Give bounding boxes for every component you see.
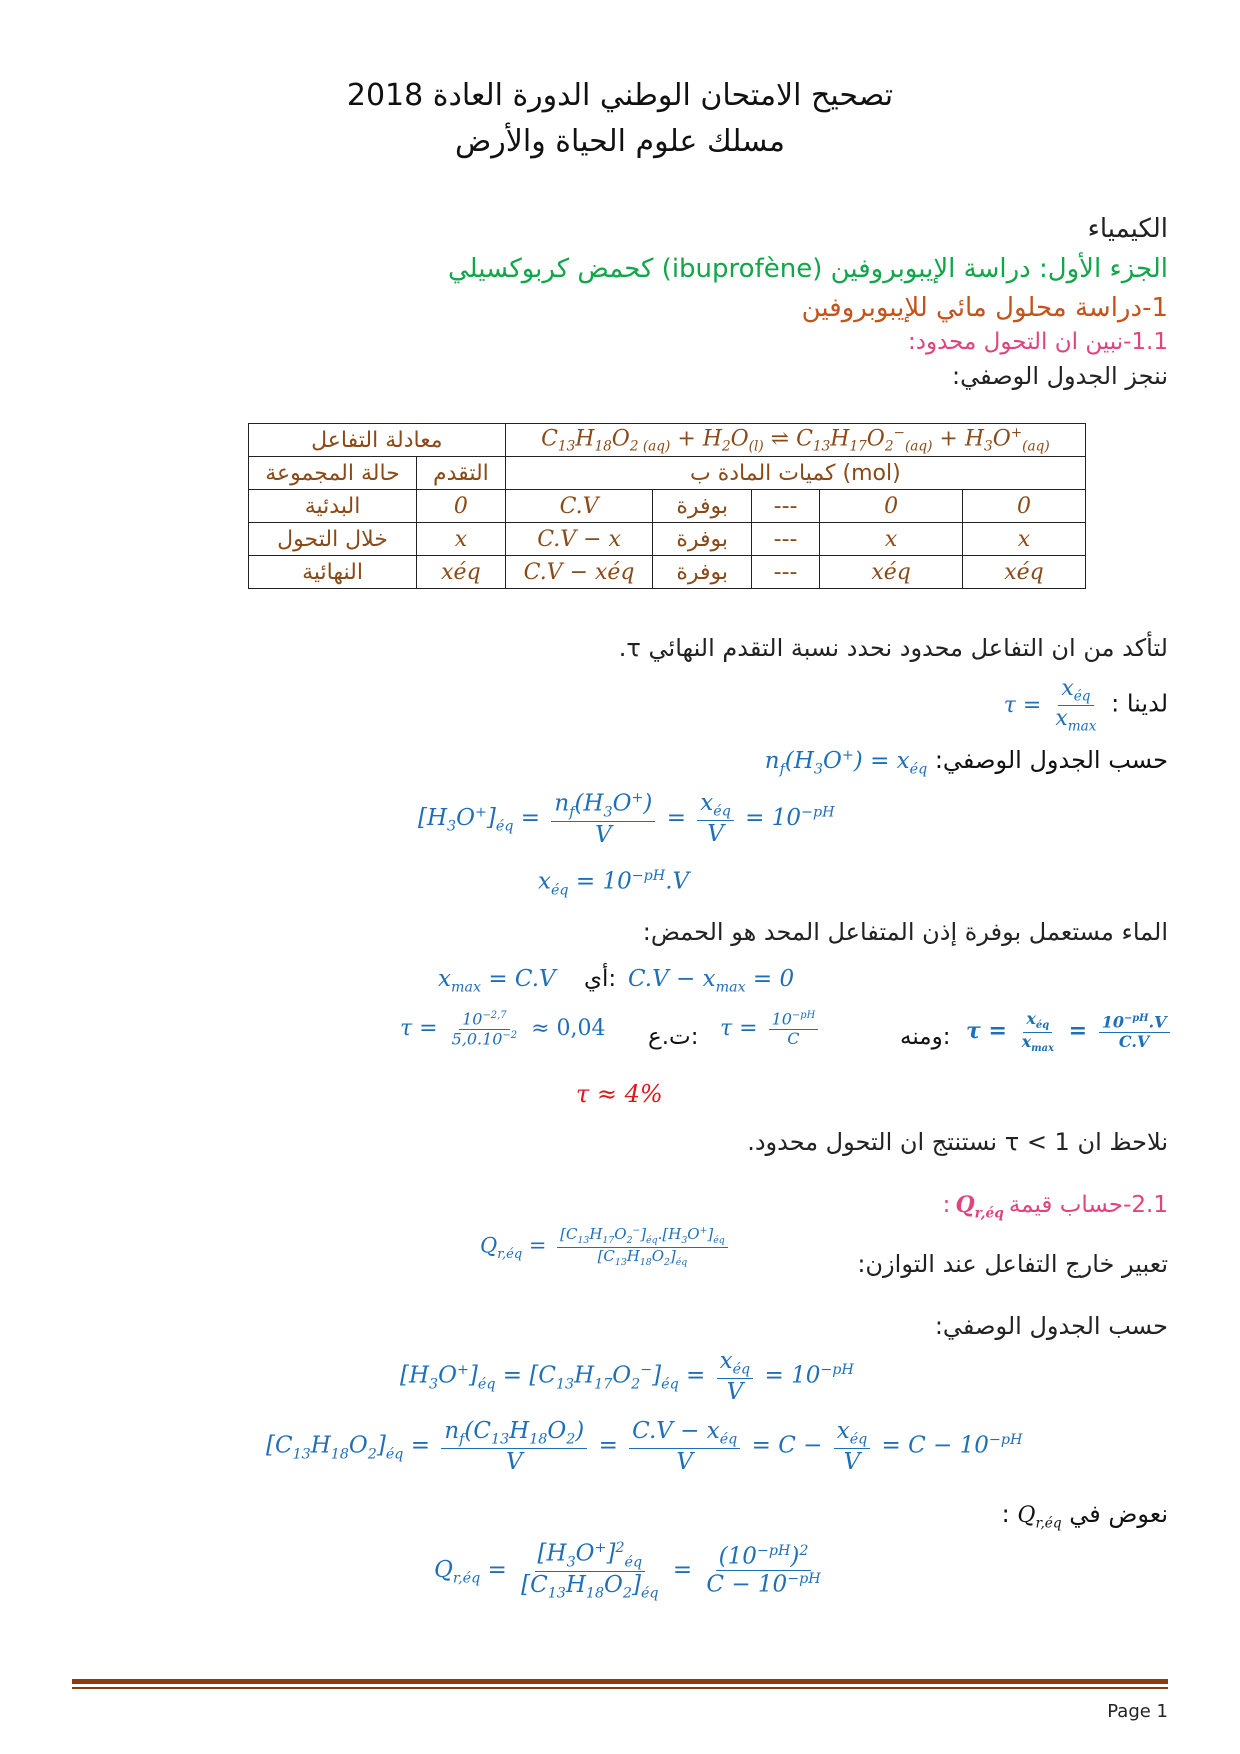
- subsection-heading: 1-دراسة محلول مائي للإيبوبروفين: [801, 293, 1168, 323]
- table-intro: ننجز الجدول الوصفي:: [952, 362, 1168, 390]
- tau-numeric: τ = $\frac{10^{-2,7}}{5,0.10^{-2}}$ ≈ 0,04: [400, 1009, 606, 1049]
- table-cell: 0: [820, 490, 963, 523]
- page-title-line2: مسلك علوم الحياة والأرض: [455, 124, 785, 159]
- table-row: [249, 556, 1086, 589]
- table-cell: 0: [962, 490, 1085, 523]
- table-cell: ---: [751, 556, 819, 589]
- table-cell: xéq: [417, 556, 506, 589]
- section-heading: الكيمياء: [1087, 214, 1168, 244]
- table-cell: x: [962, 523, 1085, 556]
- part-title: الجزء الأول: دراسة الإيبوبروفين (ibuprofène) كحمض كربوكسيلي: [448, 254, 1168, 284]
- question-2-1: [943, 1192, 1168, 1221]
- label-wamenh: ومنه:: [900, 1024, 951, 1050]
- substitute-line: [1002, 1500, 1168, 1531]
- nf-line: [765, 746, 1168, 778]
- colon: :: [942, 1192, 951, 1218]
- xmax-equation: $x_{max} = C.V$: [438, 966, 556, 996]
- xeq-equation: $x_{éq} = 10^{-pH}.V$: [538, 868, 690, 899]
- table-cell: البدئية: [249, 490, 417, 523]
- tau-formula: τ = $\frac{x_{éq}}{x_{max}}$: [1003, 676, 1097, 735]
- h3o-concentration-equation: $[H_3O^+]_{éq}$ = $\frac{n_f(H_3O^+)}{V}$ = $\frac{x_{éq}}{V}$ = $10^{-pH}$: [418, 790, 835, 848]
- table-header-quantities: كميات المادة ب (mol): [505, 457, 1085, 490]
- label-table: حسب الجدول الوصفي:: [934, 746, 1168, 774]
- para-conclusion: نلاحظ ان τ < 1 نستنتج ان التحول محدود.: [747, 1128, 1168, 1156]
- ion-concentration-equation: $[H_3O^+]_{éq} = [C_{13}H_{17}O_2^-]_{éq}$ = $\frac{x_{éq}}{V}$ = $10^{-pH}$: [400, 1348, 854, 1405]
- table-cell: x: [417, 523, 506, 556]
- label-numerical-app: ت.ع:: [648, 1024, 699, 1050]
- table-cell: خلال التحول: [249, 523, 417, 556]
- table-cell: النهائية: [249, 556, 417, 589]
- para-table-ref: حسب الجدول الوصفي:: [934, 1312, 1168, 1340]
- table-cell: xéq: [820, 556, 963, 589]
- tau-expression: τ = $\frac{10^{-pH}}{C}$: [720, 1010, 822, 1048]
- table-cell: ---: [751, 490, 819, 523]
- para-tau-intro: لتأكد من ان التفاعل محدود نحدد نسبة التقدم النهائي τ.: [618, 634, 1168, 662]
- qreq-final-equation: $Q_{r,éq}$ = $\frac{[H_3O^+]^2_{éq}}{[C_{13}H_{18}O_2]_{éq}}$ = $\frac{(10^{-pH})^2}{C - 10^{-pH}}$: [434, 1540, 821, 1602]
- table-cell: xéq: [962, 556, 1085, 589]
- table-cell: بوفرة: [653, 523, 751, 556]
- colon2: :: [1001, 1500, 1010, 1528]
- table-cell: ---: [751, 523, 819, 556]
- question-2-1-label: 2.1-حساب قيمة: [1008, 1192, 1168, 1218]
- table-cell: بوفرة: [653, 556, 751, 589]
- tau-general-formula: τ = $\frac{x_{éq}}{x_{max}}$ = $\frac{10^{-pH}.V}{C.V}$: [966, 1010, 1174, 1054]
- label-ladayna: لدينا :: [1111, 689, 1168, 718]
- table-cell: بوفرة: [653, 490, 751, 523]
- acid-concentration-equation: $[C_{13}H_{18}O_2]_{éq}$ = $\frac{n_f(C_{13}H_{18}O_2)}{V}$ = $\frac{C.V - x_{éq}}{V}$ = C − $\frac{x_{éq}}{V}$ = $C - 10^{-pH}$: [266, 1418, 1023, 1475]
- nf-formula: $n_f(H_3O^+) = x_{éq}$: [764, 747, 928, 778]
- table-cell: C.V − x: [505, 523, 653, 556]
- footer-rule-thin: [72, 1687, 1168, 1689]
- footer-rule-thick: [72, 1679, 1168, 1684]
- para-limiting-reagent: الماء مستعمل بوفرة إذن المتفاعل المحد هو الحمض:: [642, 918, 1168, 946]
- label-substitute: نعوض في: [1069, 1500, 1168, 1528]
- tau-definition-line: [1004, 676, 1168, 735]
- table-header-state: حالة المجموعة: [249, 457, 417, 490]
- table-row: [249, 490, 1086, 523]
- table-cell: C.V: [505, 490, 653, 523]
- table-row: [249, 523, 1086, 556]
- qreq-symbol: $Q_{r,éq}$: [955, 1192, 1004, 1222]
- qreq-expression: $Q_{r,éq}$ = $\frac{[C_{13}H_{17}O_2^-]_{éq}.[H_3O^+]_{éq}}{[C_{13}H_{18}O_2]_{éq}}$: [480, 1226, 732, 1268]
- page-number: Page 1: [1107, 1701, 1168, 1722]
- table-header-advance: التقدم: [417, 457, 506, 490]
- reaction-equation: $C_{13}H_{18}O_{2 (aq)} + H_2O_{(l)}$ ⇌ $C_{13}H_{17}O_2^-_{(aq)} + H_3O^+_{(aq)}$: [505, 424, 1085, 457]
- page-title-line1: تصحيح الامتحان الوطني الدورة العادة 2018: [346, 78, 894, 113]
- para-quotient-definition: تعبير خارج التفاعل عند التوازن:: [857, 1250, 1168, 1278]
- tau-numeric-value: ≈ 0,04: [531, 1016, 606, 1042]
- tau-result: τ ≈ 4%: [576, 1080, 663, 1108]
- descriptive-table: [248, 423, 1086, 589]
- cv-xmax-equation: $C.V - x_{max} = 0$: [628, 966, 795, 996]
- question-1-1: 1.1-نبين ان التحول محدود:: [908, 329, 1168, 355]
- table-cell: C.V − xéq: [505, 556, 653, 589]
- qreq-inline: $Q_{r,éq}$: [1017, 1503, 1062, 1532]
- table-cell: x: [820, 523, 963, 556]
- table-cell: 0: [417, 490, 506, 523]
- label-ay: أي:: [584, 966, 617, 992]
- table-header-equation: معادلة التفاعل: [249, 424, 506, 457]
